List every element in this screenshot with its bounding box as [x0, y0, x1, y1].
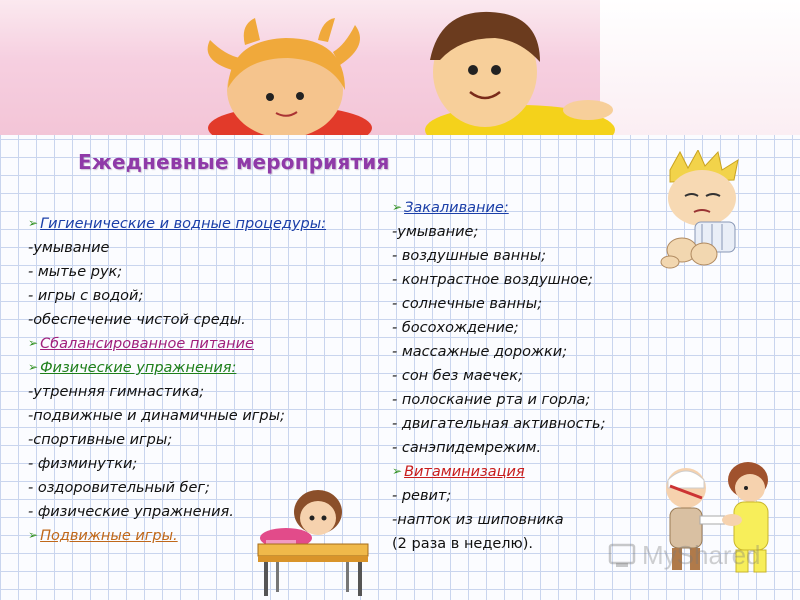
list-item: - полоскание рта и горла;	[392, 392, 591, 408]
arrow-bullet-icon: ➢	[28, 336, 39, 350]
list-item: -спортивные игры;	[28, 432, 173, 448]
list-item: -напток из шиповника	[392, 512, 564, 528]
list-item: - физминутки;	[28, 456, 138, 472]
list-item: - игры с водой;	[28, 288, 144, 304]
list-item: - физические упражнения.	[28, 504, 234, 520]
sitting-boy-illustration	[660, 150, 760, 270]
section-heading-hygiene: ➢ Гигиенические и водные процедуры:	[28, 212, 326, 236]
girl-at-desk-illustration	[256, 486, 371, 596]
section-heading-games: ➢ Подвижные игры.	[28, 524, 326, 548]
watermark-text: MyShared	[642, 540, 761, 570]
list-item: -обеспечение чистой среды.	[28, 312, 246, 328]
arrow-bullet-icon: ➢	[392, 200, 403, 214]
section-heading-vitamins: ➢ Витаминизация	[392, 460, 605, 484]
list-item: - босохождение;	[392, 320, 519, 336]
list-item: -умывание	[28, 240, 110, 256]
list-item: - санэпидемрежим.	[392, 440, 542, 456]
list-item: - массажные дорожки;	[392, 344, 568, 360]
list-item: - сон без маечек;	[392, 368, 523, 384]
list-item: -утренняя гимнастика;	[28, 384, 205, 400]
list-item: - мытье рук;	[28, 264, 123, 280]
list-item: - оздоровительный бег;	[28, 480, 210, 496]
myshared-logo-icon	[608, 541, 638, 569]
list-item: - солнечные ванны;	[392, 296, 543, 312]
section-heading-nutrition: ➢ Сбалансированное питание	[28, 332, 326, 356]
girl-illustration	[0, 0, 800, 135]
section-heading-exercise: ➢ Физические упражнения:	[28, 356, 326, 380]
right-column	[392, 196, 605, 556]
list-item: - контрастное воздушное;	[392, 272, 593, 288]
list-item: -подвижные и динамичные игры;	[28, 408, 285, 424]
header-banner	[0, 0, 800, 135]
list-item: - ревит;	[392, 488, 452, 504]
list-item: (2 раза в неделю).	[392, 536, 534, 552]
list-item: - двигательная активность;	[392, 416, 606, 432]
arrow-bullet-icon: ➢	[28, 528, 39, 542]
arrow-bullet-icon: ➢	[392, 464, 403, 478]
section-heading-hardening: ➢ Закаливание:	[392, 196, 605, 220]
arrow-bullet-icon: ➢	[28, 360, 39, 374]
arrow-bullet-icon: ➢	[28, 216, 39, 230]
list-item: -умывание;	[392, 224, 479, 240]
page-title: Ежедневные мероприятия	[78, 150, 390, 174]
list-item: - воздушные ванны;	[392, 248, 547, 264]
